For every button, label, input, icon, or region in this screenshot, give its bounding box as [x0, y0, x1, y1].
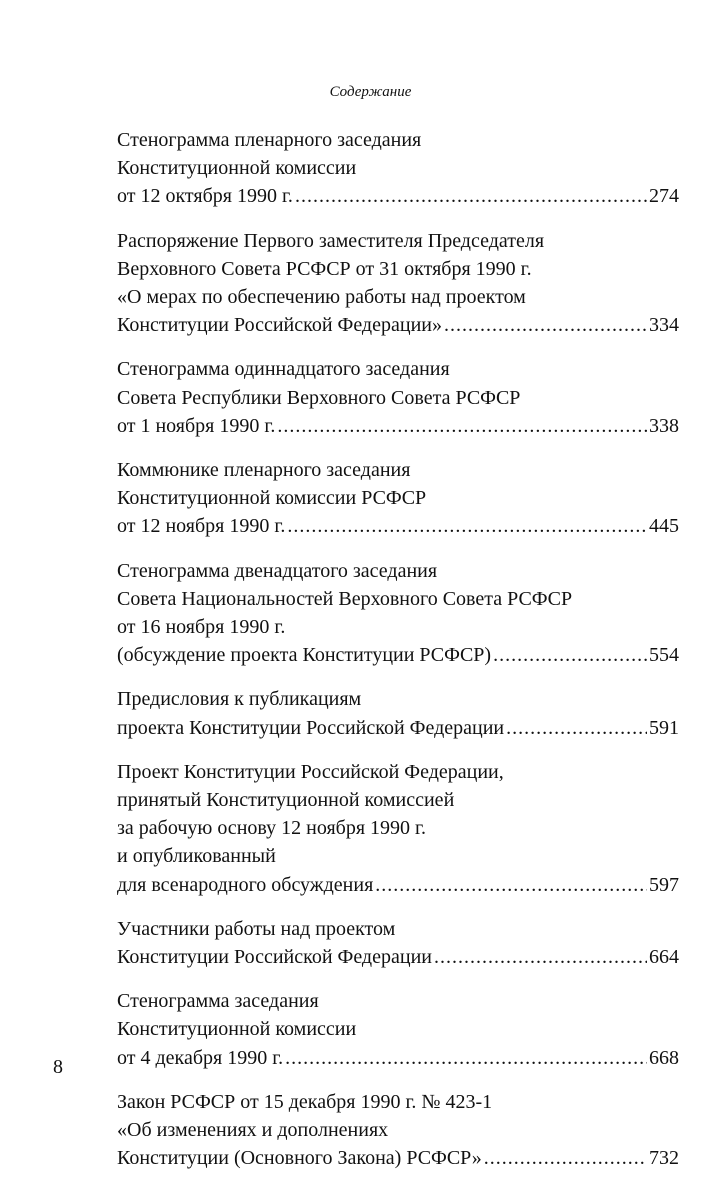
dot-leader: [277, 412, 647, 440]
toc-entry-line: Коммюнике пленарного заседания: [117, 459, 411, 482]
toc-entry-line: Участники работы над проектом: [117, 917, 396, 940]
toc-entry-last-line: [117, 714, 679, 742]
toc-entry-line: для всенародного обсуждения: [117, 873, 374, 896]
dot-leader: [285, 1044, 647, 1072]
toc-entry-line: «О мерах по обеспечению работы над проектом: [117, 286, 526, 309]
toc-entry-last-line: [117, 1044, 679, 1072]
toc-entry-last-line: [117, 182, 679, 210]
toc-entry: [117, 355, 679, 440]
toc-entry-line: и опубликованный: [117, 845, 276, 868]
toc-entry: [117, 456, 679, 541]
toc-entry-last-line: [117, 311, 679, 339]
toc-entry-line: Предисловия к публикациям: [117, 688, 362, 711]
toc-entry-last-line: [117, 1144, 679, 1172]
toc-entry-line: Конституционной комиссии: [117, 157, 357, 180]
toc-entry-line: от 1 ноября 1990 г.: [117, 414, 276, 437]
toc-entry-line: Стенограмма заседания: [117, 990, 319, 1013]
toc-entry: [117, 685, 679, 741]
toc-page-number: 591: [649, 716, 679, 739]
toc-page-number: 668: [649, 1046, 679, 1069]
toc-entry-line: за рабочую основу 12 ноября 1990 г.: [117, 817, 426, 840]
toc-entry: [117, 987, 679, 1072]
toc-entry-line: от 12 ноября 1990 г.: [117, 515, 286, 538]
toc-entry-line: Проект Конституции Российской Федерации,: [117, 760, 504, 783]
dot-leader: [287, 512, 647, 540]
toc-page-number: 597: [649, 873, 679, 896]
dot-leader: [493, 641, 647, 669]
dot-leader: [484, 1144, 647, 1172]
toc-page-number: 664: [649, 946, 679, 969]
running-title: Содержание: [329, 84, 412, 100]
toc-page-number: 334: [649, 314, 679, 337]
dot-leader: [444, 311, 647, 339]
toc-page-number: 554: [649, 644, 679, 667]
toc-entry-line: Конституционной комиссии: [117, 1018, 357, 1041]
toc-entry-last-line: [117, 412, 679, 440]
toc-entry-line: принятый Конституционной комиссией: [117, 789, 455, 812]
toc-entry-line: Совета Республики Верховного Совета РСФСР: [117, 386, 521, 409]
dot-leader: [375, 871, 647, 899]
toc-entry-line: Стенограмма пленарного заседания: [117, 129, 422, 151]
toc-entry-line: (обсуждение проекта Конституции РСФСР): [117, 644, 492, 667]
toc-entry: [117, 227, 679, 340]
dot-leader: [434, 943, 647, 971]
dot-leader: [295, 182, 647, 210]
toc-entry-line: Распоряжение Первого заместителя Председателя: [117, 229, 545, 252]
toc-entry-line: от 12 октября 1990 г.: [117, 185, 293, 208]
toc-entry-last-line: [117, 871, 679, 899]
toc-entry: [117, 1088, 679, 1173]
toc-entry-line: от 4 декабря 1990 г.: [117, 1046, 284, 1069]
table-of-contents: [117, 126, 679, 1189]
toc-page-number: 338: [649, 414, 679, 437]
toc-entry-line: Конституции (Основного Закона) РСФСР»: [117, 1147, 482, 1170]
toc-entry-line: Стенограмма одиннадцатого заседания: [117, 358, 450, 381]
toc-entry-line: от 16 ноября 1990 г.: [117, 616, 286, 639]
toc-entry-line: Закон РСФСР от 15 декабря 1990 г. № 423-1: [117, 1090, 493, 1113]
toc-page-number: 732: [649, 1147, 679, 1170]
toc-entry-line: «Об изменениях и дополнениях: [117, 1119, 389, 1142]
toc-entry-line: Совета Национальностей Верховного Совета РСФСР: [117, 587, 573, 610]
toc-entry-last-line: [117, 641, 679, 669]
toc-entry: [117, 915, 679, 971]
toc-entry-line: проекта Конституции Российской Федерации: [117, 716, 505, 739]
toc-page-number: 445: [649, 515, 679, 538]
toc-entry-line: Конституции Российской Федерации: [117, 946, 432, 969]
toc-entry: [117, 758, 679, 899]
page-number: 8: [53, 1056, 63, 1078]
toc-page-number: 274: [649, 185, 679, 208]
toc-entry: [117, 557, 679, 670]
toc-entry-line: Конституции Российской Федерации»: [117, 314, 442, 337]
toc-entry-line: Конституционной комиссии РСФСР: [117, 487, 427, 510]
toc-entry-line: Стенограмма двенадцатого заседания: [117, 559, 438, 582]
toc-entry-last-line: [117, 512, 679, 540]
toc-entry-last-line: [117, 943, 679, 971]
dot-leader: [506, 714, 647, 742]
toc-entry: [117, 126, 679, 211]
toc-entry-line: Верховного Совета РСФСР от 31 октября 1990 г.: [117, 257, 532, 280]
